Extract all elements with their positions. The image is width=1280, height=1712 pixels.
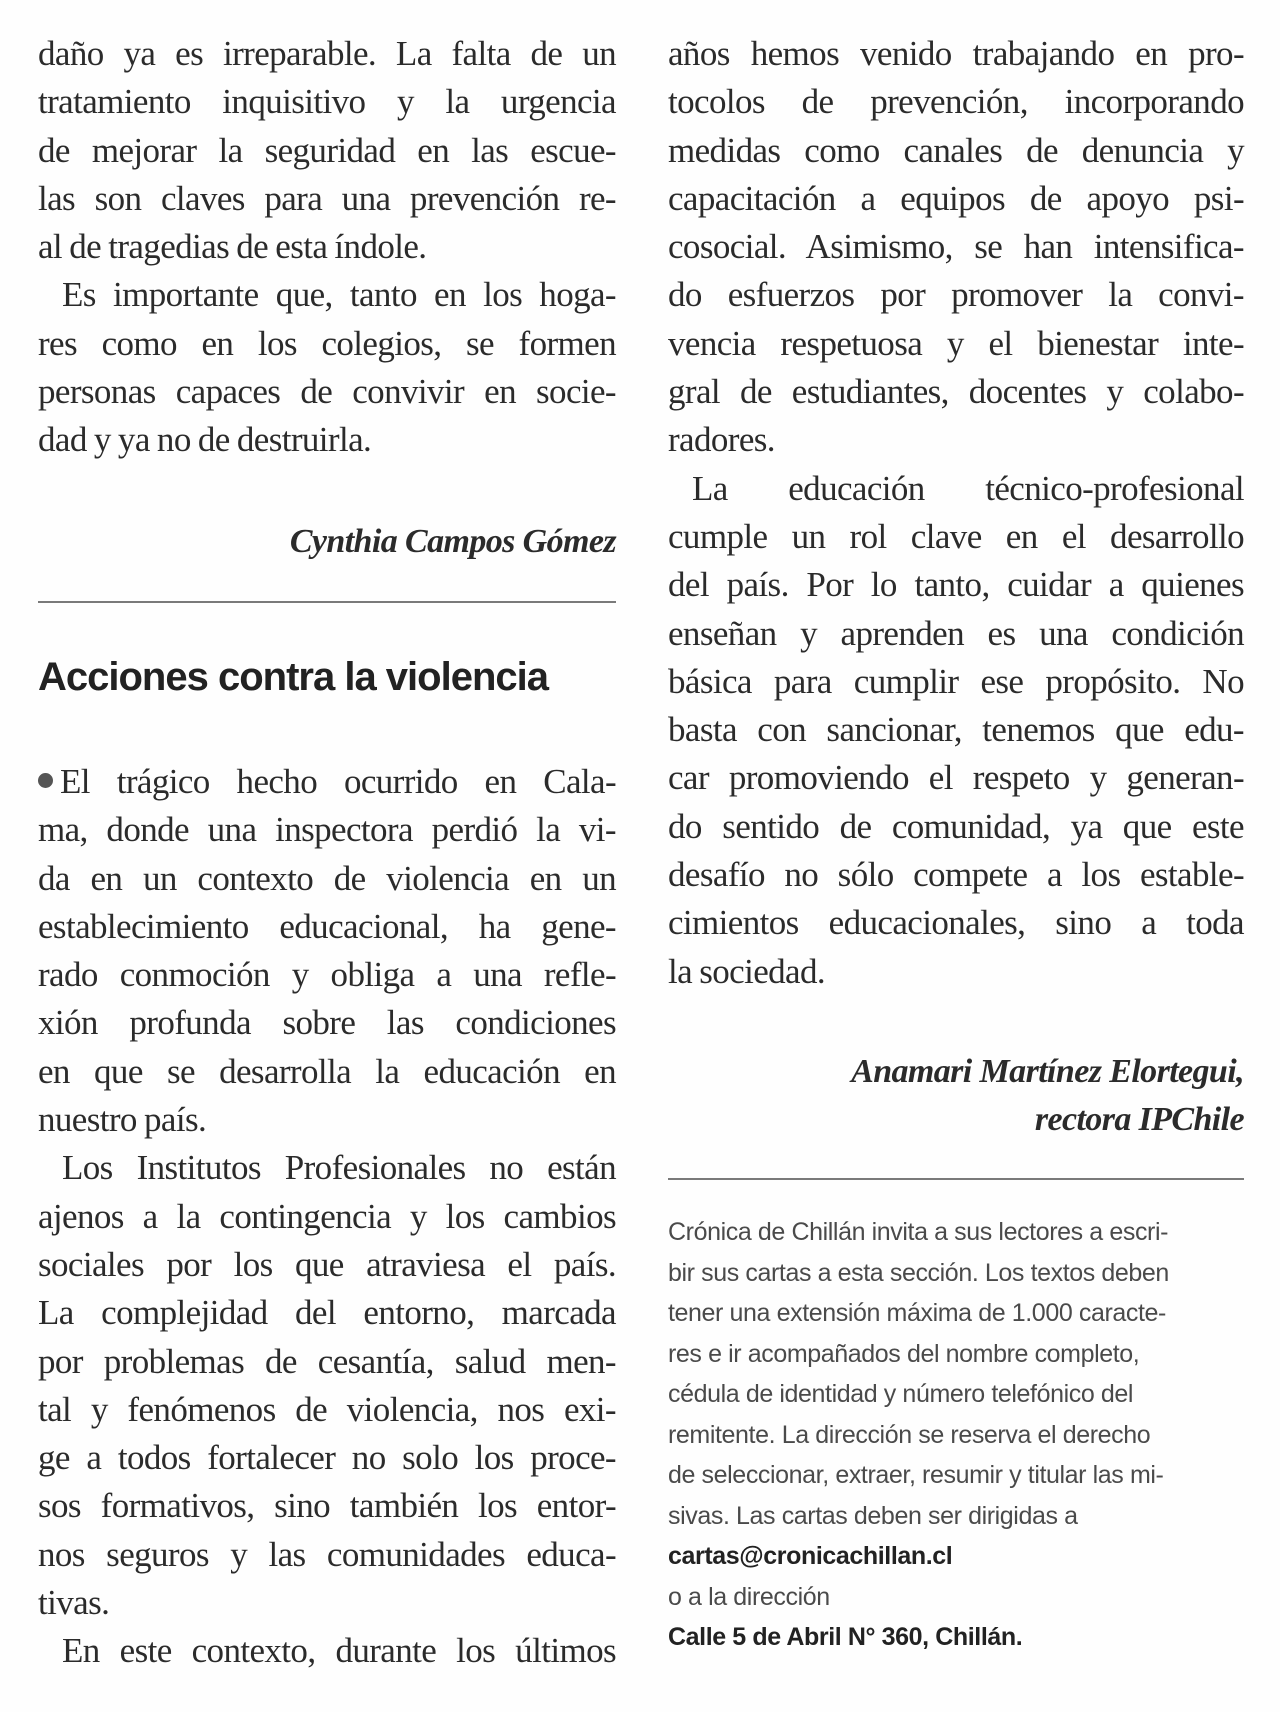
text-line: establecimiento educacional, ha gene- — [38, 906, 616, 946]
note-line: res e ir acompañados del nombre completo, — [668, 1339, 1140, 1368]
text-line: rado conmoción y obliga a una refle- — [38, 955, 616, 995]
text-line: La complejidad del entorno, marcada — [38, 1293, 616, 1333]
bullet-icon — [38, 773, 53, 788]
note-line: de seleccionar, extraer, resumir y titular las mi- — [668, 1461, 1164, 1489]
note-line: cédula de identidad y número telefónico del — [668, 1380, 1134, 1408]
text-line: El trágico hecho ocurrido en Cala- — [60, 762, 616, 801]
text-line: daño ya es irreparable. La falta de un — [38, 34, 616, 73]
right-column — [668, 30, 1244, 996]
note-line: Crónica de Chillán invita a sus lectores a escri- — [668, 1218, 1169, 1246]
text-line: da en un contexto de violencia en un — [38, 858, 616, 898]
text-line: Los Institutos Profesionales no están — [62, 1148, 616, 1188]
text-line: xión profunda sobre las condiciones — [38, 1003, 616, 1043]
text-line: enseñan y aprenden es una condición — [668, 613, 1244, 653]
text-line: personas capaces de convivir en socie- — [38, 372, 616, 412]
signature-anamari-title: rectora IPChile — [1034, 1101, 1244, 1138]
divider-left — [38, 601, 616, 603]
signature-anamari-name: Anamari Martínez Elortegui, — [851, 1053, 1244, 1090]
text-line: de mejorar la seguridad en las escue- — [38, 130, 616, 170]
divider-right — [668, 1178, 1244, 1180]
text-line: básica para cumplir ese propósito. No — [668, 661, 1244, 701]
text-line: vencia respetuosa y el bienestar inte- — [668, 323, 1244, 363]
text-line: tivas. — [38, 1583, 110, 1623]
text-line: nuestro país. — [38, 1100, 207, 1140]
note-line: bir sus cartas a esta sección. Los textos deben — [668, 1258, 1169, 1287]
text-line: años hemos venido trabajando en pro- — [668, 34, 1244, 73]
text-line: ajenos a la contingencia y los cambios — [38, 1196, 616, 1236]
text-line: sos formativos, sino también los entor- — [38, 1486, 616, 1526]
text-line: del país. Por lo tanto, cuidar a quienes — [668, 565, 1244, 605]
text-line: do sentido de comunidad, ya que este — [668, 806, 1244, 846]
text-line: las son claves para una prevención re- — [38, 178, 616, 218]
text-line: nos seguros y las comunidades educa- — [38, 1534, 616, 1574]
text-line: radores. — [668, 420, 775, 460]
note-line: remitente. La dirección se reserva el derecho — [668, 1420, 1151, 1449]
note-line: sivas. Las cartas deben ser dirigidas a — [668, 1501, 1078, 1530]
text-line: la sociedad. — [668, 951, 826, 991]
letter-1-ending — [38, 30, 616, 465]
submission-note — [668, 1212, 1244, 1658]
text-line: por problemas de cesantía, salud men- — [38, 1341, 616, 1381]
email-link[interactable]: cartas@cronicachillan.cl — [668, 1542, 953, 1570]
text-line: cumple un rol clave en el desarrollo — [668, 516, 1244, 556]
text-line: do esfuerzos por promover la convi- — [668, 275, 1244, 315]
text-line: sociales por los que atraviesa el país. — [38, 1244, 616, 1284]
signature-cynthia: Cynthia Campos Gómez — [289, 523, 616, 560]
text-line: cimientos educacionales, sino a toda — [668, 903, 1244, 943]
text-line: al de tragedias de esta índole. — [38, 227, 427, 267]
text-line: basta con sancionar, tenemos que edu- — [668, 710, 1244, 750]
text-line: En este contexto, durante los últimos — [62, 1631, 616, 1671]
text-line: cosocial. Asimismo, se han intensifica- — [668, 227, 1244, 267]
letter-2-headline: Acciones contra la violencia — [38, 655, 548, 699]
note-line: o a la dirección — [668, 1582, 830, 1611]
text-line: gral de estudiantes, docentes y colabo- — [668, 372, 1244, 412]
text-line: desafío no sólo compete a los estable- — [668, 855, 1244, 895]
text-line: car promoviendo el respeto y generan- — [668, 758, 1244, 798]
text-line: res como en los colegios, se formen — [38, 323, 616, 363]
text-line: tocolos de prevención, incorporando — [668, 82, 1244, 122]
text-line: Es importante que, tanto en los hoga- — [62, 275, 616, 315]
text-line: medidas como canales de denuncia y — [668, 130, 1244, 170]
text-line: tal y fenómenos de violencia, nos exi- — [38, 1389, 616, 1429]
postal-address: Calle 5 de Abril N° 360, Chillán. — [668, 1623, 1023, 1651]
text-line: La educación técnico-profesional — [692, 468, 1244, 508]
text-line: capacitación a equipos de apoyo psi- — [668, 178, 1244, 218]
text-line: tratamiento inquisitivo y la urgencia — [38, 82, 616, 122]
left-column — [38, 30, 616, 465]
letter-2-left-body — [38, 758, 616, 1676]
text-line: ge a todos fortalecer no solo los proce- — [38, 1438, 616, 1478]
text-line: en que se desarrolla la educación en — [38, 1051, 616, 1091]
text-line-with-bullet — [38, 758, 616, 806]
text-line: ma, donde una inspectora perdió la vi- — [38, 810, 616, 850]
text-line: dad y ya no de destruirla. — [38, 420, 372, 460]
note-line: tener una extensión máxima de 1.000 caracte- — [668, 1299, 1166, 1327]
